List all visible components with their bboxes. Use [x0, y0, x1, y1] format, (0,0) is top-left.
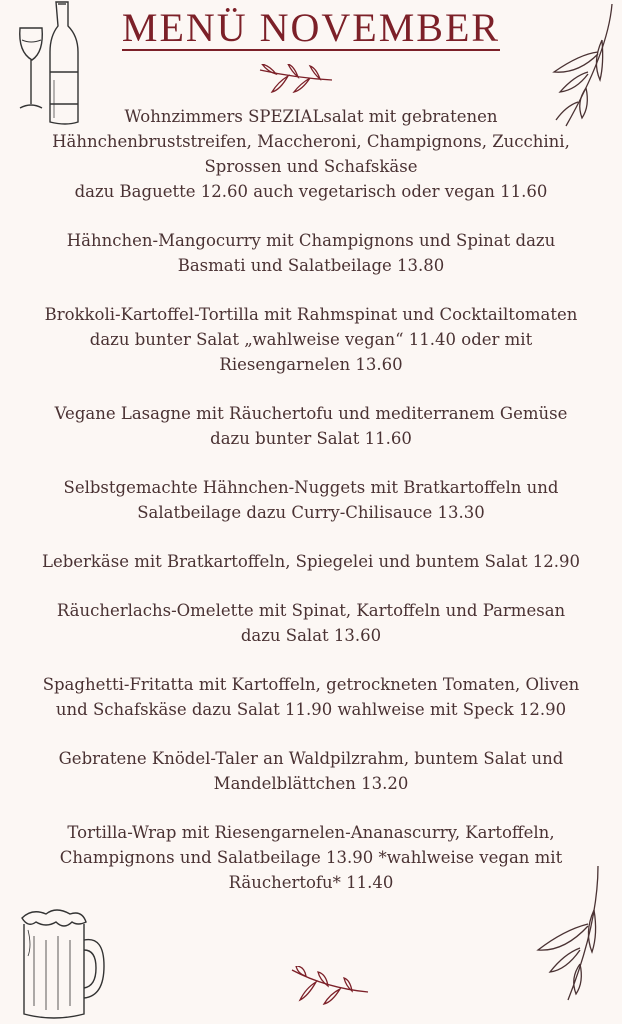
menu-item: Spaghetti-Fritatta mit Kartoffeln, getrockneten Tomaten, Oliven und Schafskäse dazu Salat 11.90 wahlweise mit Speck 12.90: [42, 675, 580, 719]
beer-mug-icon: [12, 906, 108, 1022]
menu-item: Selbstgemachte Hähnchen-Nuggets mit Bratkartoffeln und Salatbeilage dazu Curry-Chilisauce 13.30: [63, 478, 559, 522]
sprig-icon: [258, 64, 334, 94]
menu-list: [12, 104, 610, 919]
menu-item: Tortilla-Wrap mit Riesengarnelen-Ananascurry, Kartoffeln, Champignons und Salatbeilage 13.90 *wahlweise vegan mit Räuchertofu* 11.40: [59, 823, 563, 892]
page-title: [0, 4, 622, 51]
menu-item: Hähnchen-Mangocurry mit Champignons und Spinat dazu Basmati und Salatbeilage 13.80: [66, 231, 556, 275]
page-title-text: MENÜ NOVEMBER: [121, 5, 501, 50]
sprig-icon: [290, 966, 370, 1006]
menu-item: Wohnzimmers SPEZIALsalat mit gebratenen Hähnchenbruststreifen, Maccheroni, Champignons, Zucchini, Sprossen und Schafskäse dazu Baguette 12.60 auch vegetarisch oder vegan 11.60: [52, 107, 570, 201]
menu-item: Vegane Lasagne mit Räuchertofu und mediterranem Gemüse dazu bunter Salat 11.60: [54, 404, 568, 448]
menu-item: Brokkoli-Kartoffel-Tortilla mit Rahmspinat und Cocktailtomaten dazu bunter Salat „wahlweise vegan“ 11.40 oder mit Riesengarnelen 13.60: [44, 305, 578, 374]
menu-item: Leberkäse mit Bratkartoffeln, Spiegelei und buntem Salat 12.90: [41, 552, 581, 571]
menu-item: Räucherlachs-Omelette mit Spinat, Kartoffeln und Parmesan dazu Salat 13.60: [56, 601, 566, 645]
branch-icon: [528, 864, 608, 1004]
menu-item: Gebratene Knödel-Taler an Waldpilzrahm, buntem Salat und Mandelblättchen 13.20: [58, 749, 564, 793]
